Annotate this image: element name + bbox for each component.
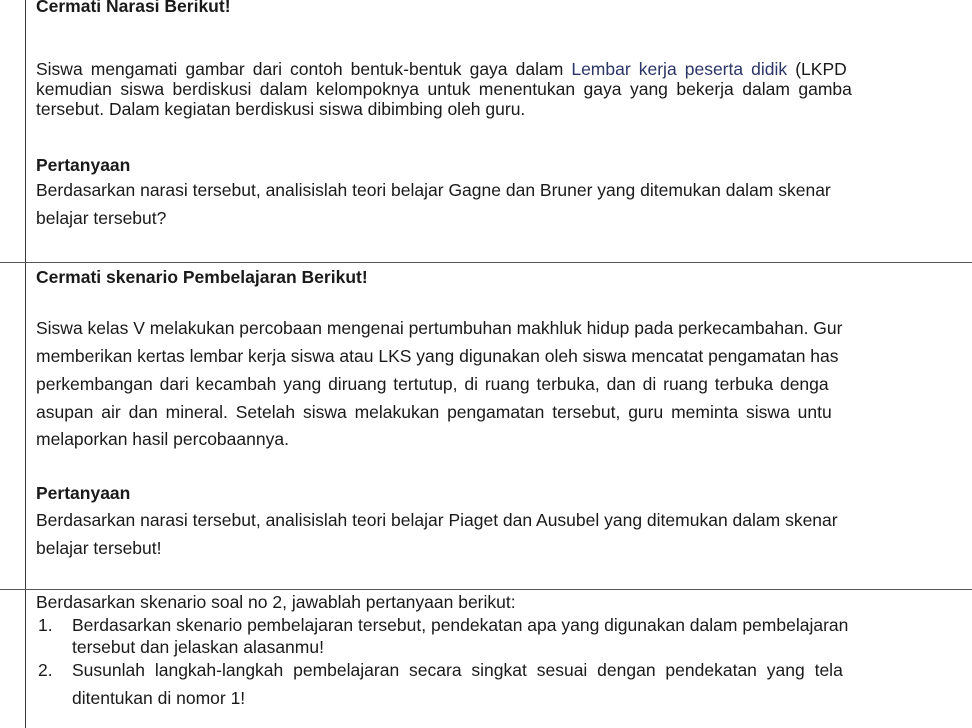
narrative-text: Siswa mengamati gambar dari contoh bentuk-bentuk gaya dalam xyxy=(36,59,572,79)
section2-narrative-line4: asupan air dan mineral. Setelah siswa melakukan pengamatan tersebut, guru meminta siswa untu xyxy=(36,402,832,422)
lkpd-term: Lembar kerja peserta didik xyxy=(571,59,788,79)
section2-narrative-line5: melaporkan hasil percobaannya. xyxy=(36,429,289,449)
section1-question-line1: Berdasarkan narasi tersebut, analisislah teori belajar Gagne dan Bruner yang ditemukan dalam skenar xyxy=(36,180,831,200)
section2-question-label: Pertanyaan xyxy=(36,483,131,503)
section2-narrative-line2: memberikan kertas lembar kerja siswa atau LKS yang digunakan oleh siswa mencatat pengamatan has xyxy=(36,346,839,366)
section1-narrative-line2: kemudian siswa berdiskusi dalam kelompoknya untuk menentukan gaya yang bekerja dalam gamba xyxy=(36,79,852,99)
section1-question-label: Pertanyaan xyxy=(36,155,131,175)
list-item-number: 2. xyxy=(38,660,53,680)
section2-narrative-line3: perkembangan dari kecambah yang diruang tertutup, di ruang terbuka, dan di ruang terbuka denga xyxy=(36,374,829,394)
list-item-number: 1. xyxy=(38,615,53,635)
section2-question-line2: belajar tersebut! xyxy=(36,538,162,558)
section3-intro: Berdasarkan skenario soal no 2, jawablah pertanyaan berikut: xyxy=(36,592,516,612)
table-row-divider-1 xyxy=(0,262,972,263)
section1-title: Cermati Narasi Berikut! xyxy=(36,0,231,16)
section2-narrative-line1: Siswa kelas V melakukan percobaan mengenai pertumbuhan makhluk hidup pada perkecambahan. Gur xyxy=(36,318,843,338)
list-item-line2: ditentukan di nomor 1! xyxy=(72,688,246,708)
section1-narrative-line3: tersebut. Dalam kegiatan berdiskusi siswa dibimbing oleh guru. xyxy=(36,99,526,119)
list-item-line2: tersebut dan jelaskan alasanmu! xyxy=(72,637,324,657)
section1-question-line2: belajar tersebut? xyxy=(36,208,167,228)
table-vertical-border xyxy=(25,0,26,728)
section2-title: Cermati skenario Pembelajaran Berikut! xyxy=(36,267,368,287)
section1-narrative-line1 xyxy=(36,59,847,79)
list-item-line1: Berdasarkan skenario pembelajaran tersebut, pendekatan apa yang digunakan dalam pembelajaran xyxy=(72,615,849,635)
narrative-text: (LKPD xyxy=(787,59,847,79)
section2-question-line1: Berdasarkan narasi tersebut, analisislah teori belajar Piaget dan Ausubel yang ditemukan dalam skenar xyxy=(36,510,838,530)
list-item-line1: Susunlah langkah-langkah pembelajaran secara singkat sesuai dengan pendekatan yang tela xyxy=(72,660,843,680)
table-row-divider-2 xyxy=(0,589,972,590)
